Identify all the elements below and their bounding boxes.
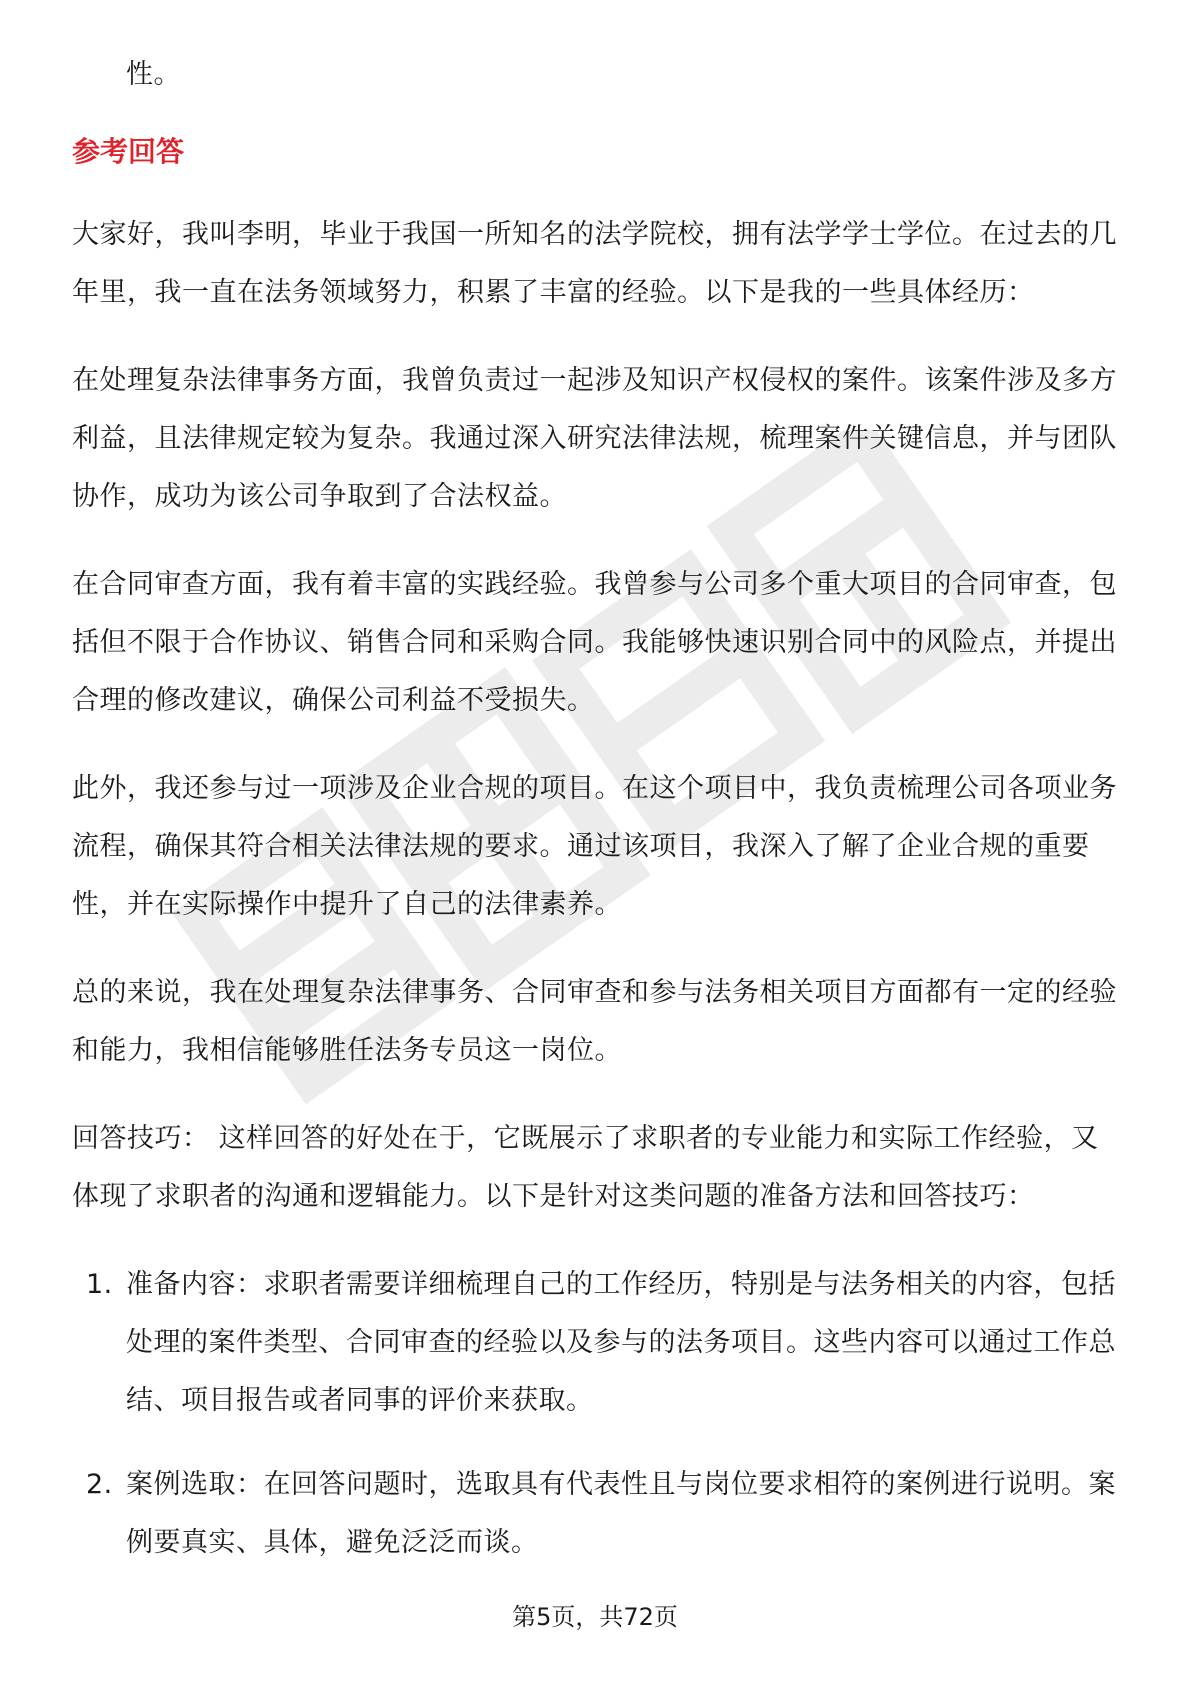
section-heading: 参考回答 (72, 135, 185, 168)
paragraph: 在处理复杂法律事务方面，我曾负责过一起涉及知识产权侵权的案件。该案件涉及多方利益，且法律规定较为复杂。我通过深入研究法律法规，梳理案件关键信息，并与团队协作，成功为该公司争取到了合法权益。 (72, 365, 1117, 512)
document-body (72, 46, 1122, 1598)
list-number: 2. (86, 1469, 113, 1500)
list-item (72, 1256, 1122, 1430)
paragraph: 总的来说，我在处理复杂法律事务、合同审查和参与法务相关项目方面都有一定的经验和能力，我相信能够胜任法务专员这一岗位。 (72, 977, 1117, 1066)
list-item-text: 案例选取：在回答问题时，选取具有代表性且与岗位要求相符的案例进行说明。案例要真实、具体，避免泛泛而谈。 (126, 1469, 1116, 1558)
paragraph: 在合同审查方面，我有着丰富的实践经验。我曾参与公司多个重大项目的合同审查，包括但不限于合作协议、销售合同和采购合同。我能够快速识别合同中的风险点，并提出合理的修改建议，确保公司利益不受损失。 (72, 569, 1117, 716)
paragraph: 大家好，我叫李明，毕业于我国一所知名的法学院校，拥有法学学士学位。在过去的几年里，我一直在法务领域努力，积累了丰富的经验。以下是我的一些具体经历： (72, 219, 1117, 308)
list-item-text: 准备内容：求职者需要详细梳理自己的工作经历，特别是与法务相关的内容，包括处理的案件类型、合同审查的经验以及参与的法务项目。这些内容可以通过工作总结、项目报告或者同事的评价来获取。 (126, 1269, 1116, 1416)
page-number: 第5页，共72页 (512, 1603, 678, 1631)
paragraph: 回答技巧： 这样回答的好处在于，它既展示了求职者的专业能力和实际工作经验，又体现了求职者的沟通和逻辑能力。以下是针对这类问题的准备方法和回答技巧： (72, 1123, 1099, 1212)
list-item (72, 1456, 1122, 1572)
tips-list (72, 1256, 1122, 1572)
list-number: 1. (86, 1269, 113, 1300)
continuation-text: 性。 (126, 59, 181, 90)
paragraph: 此外，我还参与过一项涉及企业合规的项目。在这个项目中，我负责梳理公司各项业务流程，确保其符合相关法律法规的要求。通过该项目，我深入了解了企业合规的重要性，并在实际操作中提升了自己的法律素养。 (72, 773, 1117, 920)
